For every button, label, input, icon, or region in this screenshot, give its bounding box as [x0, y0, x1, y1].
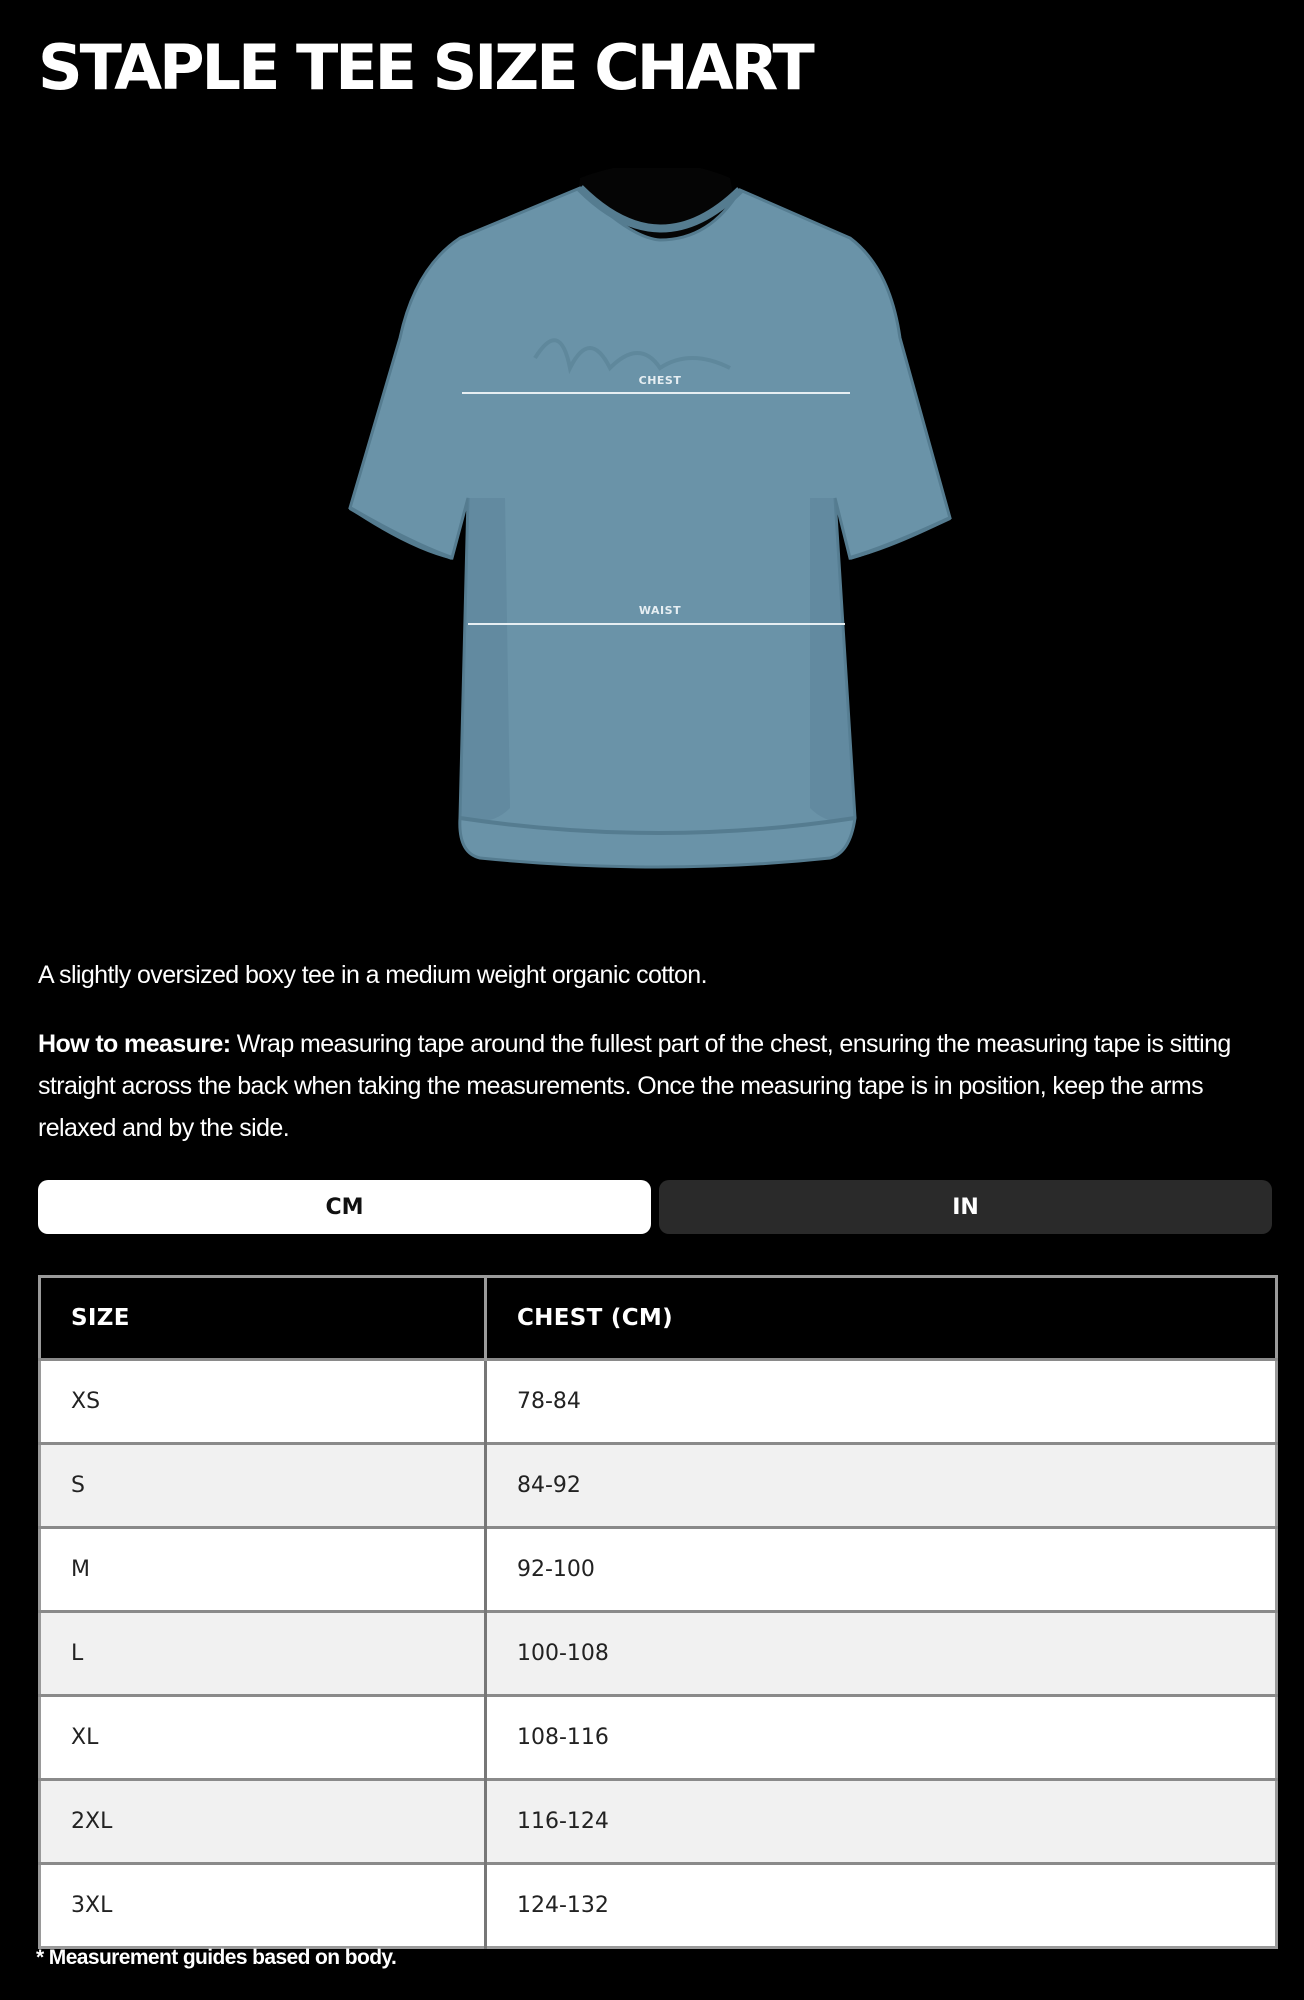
waist-measure-label: WAIST — [638, 604, 682, 617]
size-cell: M — [40, 1528, 486, 1612]
table-row — [40, 1528, 1277, 1612]
size-cell: XL — [40, 1696, 486, 1780]
how-to-measure-text — [38, 1023, 1278, 1149]
how-to-measure-instructions: Wrap measuring tape around the fullest part of the chest, ensuring the measuring tape is sitting straight across the back when taking the measurements. Once the measuring tape is in position, keep the arms relaxed and by the side. — [38, 1030, 1231, 1142]
table-row — [40, 1696, 1277, 1780]
unit-in-button[interactable]: IN — [659, 1180, 1272, 1234]
measurement-footnote: * Measurement guides based on body. — [36, 1946, 397, 1969]
chest-cell: 92-100 — [486, 1528, 1277, 1612]
size-cell: XS — [40, 1360, 486, 1444]
table-row — [40, 1444, 1277, 1528]
unit-cm-button[interactable]: CM — [38, 1180, 651, 1234]
table-header-row — [40, 1277, 1277, 1360]
table-row — [40, 1360, 1277, 1444]
size-cell: 3XL — [40, 1864, 486, 1948]
chest-cell: 100-108 — [486, 1612, 1277, 1696]
table-row — [40, 1612, 1277, 1696]
page-title: STAPLE TEE SIZE CHART — [38, 31, 812, 104]
product-image — [330, 168, 970, 888]
chest-cell: 116-124 — [486, 1780, 1277, 1864]
chest-cell: 108-116 — [486, 1696, 1277, 1780]
table-row — [40, 1780, 1277, 1864]
chest-cell: 124-132 — [486, 1864, 1277, 1948]
size-table — [38, 1275, 1278, 1949]
chest-cell: 78-84 — [486, 1360, 1277, 1444]
size-cell: 2XL — [40, 1780, 486, 1864]
tshirt-illustration-icon — [330, 168, 970, 888]
size-cell: S — [40, 1444, 486, 1528]
product-description: A slightly oversized boxy tee in a medium weight organic cotton. — [38, 961, 707, 989]
size-cell: L — [40, 1612, 486, 1696]
how-to-measure-label: How to measure: — [38, 1030, 231, 1058]
unit-toggle — [38, 1180, 1272, 1234]
size-column-header: SIZE — [40, 1277, 486, 1360]
table-row — [40, 1864, 1277, 1948]
chest-measure-label: CHEST — [638, 374, 682, 387]
chest-cell: 84-92 — [486, 1444, 1277, 1528]
chest-column-header: CHEST (CM) — [486, 1277, 1277, 1360]
